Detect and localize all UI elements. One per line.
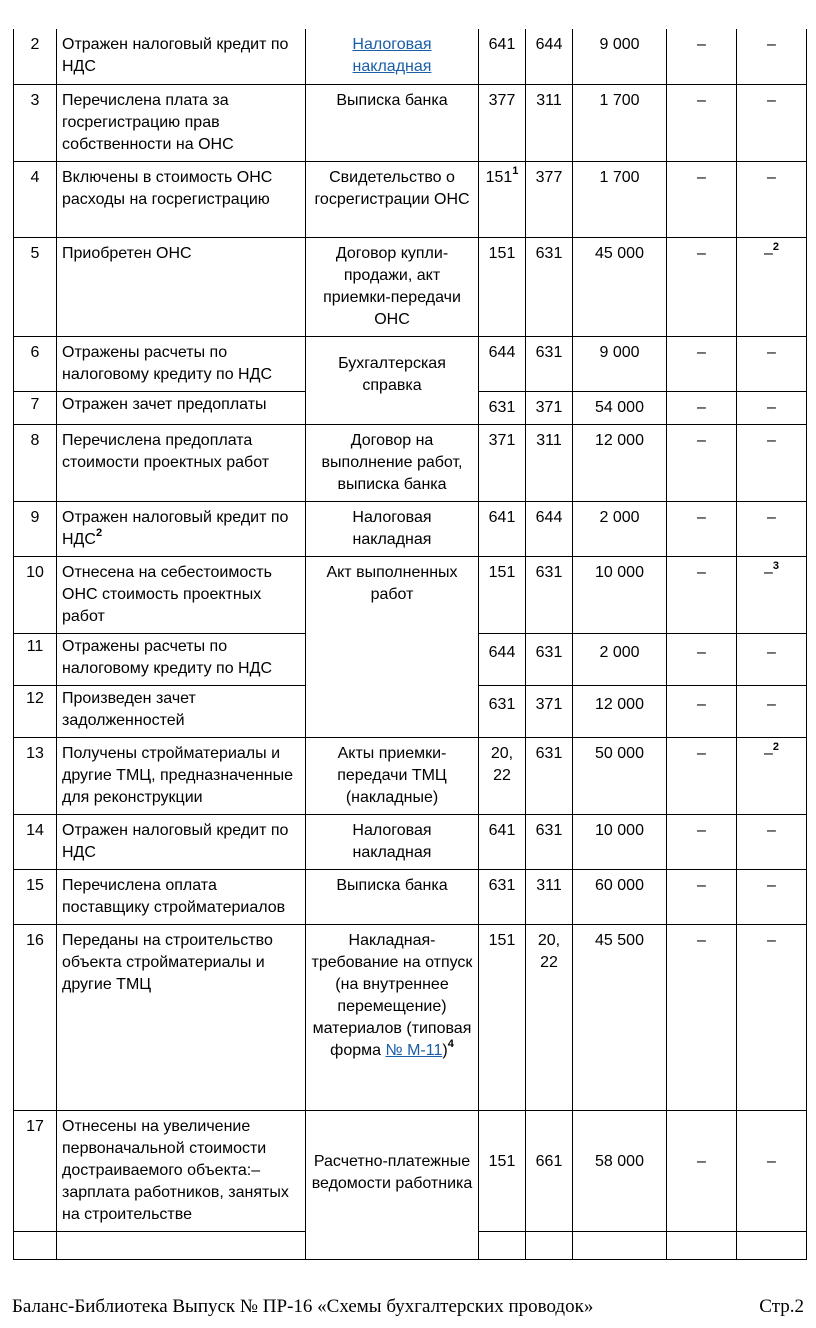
- credit-account: 661: [526, 1110, 573, 1231]
- col-8-value: –: [667, 424, 737, 501]
- footnote-marker: 1: [512, 165, 519, 178]
- document-cell: [306, 924, 479, 1110]
- document-name: Договор на выполнение работ, выписка банка: [306, 424, 479, 501]
- document-tail: ): [442, 1041, 448, 1059]
- table-row: [14, 1110, 807, 1231]
- amount: 45 000: [573, 237, 667, 336]
- dash-value: –: [763, 244, 773, 262]
- credit-account: 631: [526, 633, 573, 685]
- row-number: 4: [14, 161, 57, 237]
- col-9-value: –: [737, 814, 807, 869]
- empty-cell: [737, 1231, 807, 1259]
- col-9-value: –: [737, 633, 807, 685]
- amount: 10 000: [573, 556, 667, 633]
- col-8-value: –: [667, 501, 737, 556]
- credit-account: 644: [526, 501, 573, 556]
- footnote-marker: 4: [447, 1038, 454, 1051]
- col-8-value: –: [667, 161, 737, 237]
- col-9-value: –: [737, 29, 807, 84]
- credit-account: 631: [526, 336, 573, 391]
- row-number: 15: [14, 869, 57, 924]
- debit-account: 631: [479, 685, 526, 737]
- debit-account: 20, 22: [479, 737, 526, 814]
- table-row: [14, 84, 807, 161]
- debit-account: 151: [479, 924, 526, 1110]
- col-9-value: [737, 556, 807, 633]
- col-9-value: –: [737, 161, 807, 237]
- operation-description: Перечислена оплата поставщику стройматериалов: [57, 869, 306, 924]
- debit-account: 371: [479, 424, 526, 501]
- document-name: Расчетно-платежные ведомости работника: [306, 1110, 479, 1259]
- document-name: Накладная-требование на отпуск (на внутреннее перемещение) материалов (типовая форма: [311, 931, 473, 1059]
- col-9-value: –: [737, 1110, 807, 1231]
- empty-cell: [526, 1231, 573, 1259]
- amount: 1 700: [573, 161, 667, 237]
- description-text: Отражен налоговый кредит по НДС: [62, 508, 289, 548]
- debit-account: 644: [479, 633, 526, 685]
- dash-value: –: [763, 563, 773, 581]
- operation-description: Отнесена на себестоимость ОНС стоимость проектных работ: [57, 556, 306, 633]
- empty-cell: [57, 1231, 306, 1259]
- col-8-value: –: [667, 556, 737, 633]
- credit-account: 311: [526, 84, 573, 161]
- amount: 1 700: [573, 84, 667, 161]
- amount: 50 000: [573, 737, 667, 814]
- amount: 9 000: [573, 336, 667, 391]
- credit-account: 631: [526, 737, 573, 814]
- table-row: [14, 814, 807, 869]
- col-9-value: –: [737, 869, 807, 924]
- col-8-value: –: [667, 869, 737, 924]
- document-name: Налоговая накладная: [306, 501, 479, 556]
- col-9-value: –: [737, 391, 807, 424]
- row-number: 7: [14, 391, 57, 424]
- footnote-marker: 2: [95, 527, 103, 540]
- col-9-value: –: [737, 336, 807, 391]
- operation-description: Включены в стоимость ОНС расходы на госрегистрацию: [57, 161, 306, 237]
- amount: 58 000: [573, 1110, 667, 1231]
- operation-description: Получены стройматериалы и другие ТМЦ, предназначенные для реконструкции: [57, 737, 306, 814]
- footnote-marker: 2: [772, 241, 780, 254]
- debit-account: 641: [479, 814, 526, 869]
- document-name: Договор купли-продажи, акт приемки-передачи ОНС: [306, 237, 479, 336]
- debit-account: 631: [479, 869, 526, 924]
- col-9-value: –: [737, 685, 807, 737]
- document-name: Акты приемки-передачи ТМЦ (накладные): [306, 737, 479, 814]
- credit-account: 20, 22: [526, 924, 573, 1110]
- document-name: Акт выполненных работ: [306, 556, 479, 737]
- row-number: 9: [14, 501, 57, 556]
- credit-account: 631: [526, 814, 573, 869]
- row-number: 6: [14, 336, 57, 391]
- debit-account: [479, 161, 526, 237]
- row-number: 8: [14, 424, 57, 501]
- debit-account: 631: [479, 391, 526, 424]
- table-row: [14, 424, 807, 501]
- journal-table: [13, 29, 807, 1260]
- amount: 2 000: [573, 501, 667, 556]
- empty-cell: [479, 1231, 526, 1259]
- document-name: Выписка банка: [306, 869, 479, 924]
- col-8-value: –: [667, 1110, 737, 1231]
- operation-description: Отражены расчеты по налоговому кредиту по НДС: [57, 336, 306, 391]
- document-cell: [306, 29, 479, 84]
- row-number: 16: [14, 924, 57, 1110]
- debit-account: 377: [479, 84, 526, 161]
- footer-publication: Баланс-Библиотека Выпуск № ПР-16 «Схемы бухгалтерских проводок»: [12, 1296, 594, 1317]
- col-9-value: –: [737, 501, 807, 556]
- table-row: [14, 237, 807, 336]
- operation-description: Переданы на строительство объекта стройматериалы и другие ТМЦ: [57, 924, 306, 1110]
- document-link[interactable]: Налоговая накладная: [352, 36, 432, 75]
- credit-account: 631: [526, 237, 573, 336]
- footer-page-number: Стр.2: [759, 1296, 804, 1317]
- table-row: [14, 556, 807, 633]
- table-row: [14, 29, 807, 84]
- row-number: 3: [14, 84, 57, 161]
- amount: 54 000: [573, 391, 667, 424]
- credit-account: 644: [526, 29, 573, 84]
- debit-account: 151: [479, 1110, 526, 1231]
- col-9-value: [737, 737, 807, 814]
- table-row: [14, 501, 807, 556]
- row-number: 2: [14, 29, 57, 84]
- operation-description: Приобретен ОНС: [57, 237, 306, 336]
- document-name: Свидетельство о госрегистрации ОНС: [306, 161, 479, 237]
- col-8-value: –: [667, 814, 737, 869]
- col-8-value: –: [667, 237, 737, 336]
- col-8-value: –: [667, 84, 737, 161]
- debit-account: 151: [479, 556, 526, 633]
- col-9-value: [737, 237, 807, 336]
- operation-description: Перечислена плата за госрегистрацию прав собственности на ОНС: [57, 84, 306, 161]
- credit-account: 311: [526, 424, 573, 501]
- document-name: Налоговая накладная: [306, 814, 479, 869]
- form-link[interactable]: № М-11: [385, 1041, 443, 1059]
- operation-description: Отнесены на увеличение первоначальной стоимости достраиваемого объекта:– зарплата работников, занятых на строительстве: [57, 1110, 306, 1231]
- row-number: 10: [14, 556, 57, 633]
- amount: 12 000: [573, 685, 667, 737]
- row-number: 17: [14, 1110, 57, 1231]
- dash-value: –: [763, 744, 773, 762]
- operation-description: Перечислена предоплата стоимости проектных работ: [57, 424, 306, 501]
- row-number: 11: [14, 633, 57, 685]
- operation-description: Отражен налоговый кредит по НДС: [57, 814, 306, 869]
- col-8-value: –: [667, 737, 737, 814]
- credit-account: 631: [526, 556, 573, 633]
- amount: 12 000: [573, 424, 667, 501]
- col-9-value: –: [737, 924, 807, 1110]
- operation-description: Отражены расчеты по налоговому кредиту по НДС: [57, 633, 306, 685]
- credit-account: 311: [526, 869, 573, 924]
- footnote-marker: 3: [772, 560, 780, 573]
- row-number: 12: [14, 685, 57, 737]
- amount: 10 000: [573, 814, 667, 869]
- table-row: [14, 336, 807, 391]
- operation-description: Отражен зачет предоплаты: [57, 391, 306, 424]
- debit-account: 641: [479, 29, 526, 84]
- operation-description: Отражен налоговый кредит по НДС: [57, 29, 306, 84]
- col-8-value: –: [667, 29, 737, 84]
- empty-cell: [14, 1231, 57, 1259]
- col-9-value: –: [737, 424, 807, 501]
- debit-account: 641: [479, 501, 526, 556]
- row-number: 13: [14, 737, 57, 814]
- col-8-value: –: [667, 924, 737, 1110]
- credit-account: 371: [526, 391, 573, 424]
- operation-description: Произведен зачет задолженностей: [57, 685, 306, 737]
- footnote-marker: 2: [772, 741, 780, 754]
- debit-account: 151: [479, 237, 526, 336]
- amount: 60 000: [573, 869, 667, 924]
- table-row: [14, 737, 807, 814]
- table-row: [14, 161, 807, 237]
- row-number: 14: [14, 814, 57, 869]
- operation-description: [57, 501, 306, 556]
- amount: 2 000: [573, 633, 667, 685]
- col-8-value: –: [667, 391, 737, 424]
- empty-cell: [573, 1231, 667, 1259]
- document-name: Выписка банка: [306, 84, 479, 161]
- credit-account: 377: [526, 161, 573, 237]
- col-8-value: –: [667, 685, 737, 737]
- col-8-value: –: [667, 633, 737, 685]
- debit-value: 151: [485, 168, 513, 186]
- credit-account: 371: [526, 685, 573, 737]
- amount: 45 500: [573, 924, 667, 1110]
- amount: 9 000: [573, 29, 667, 84]
- table-row: [14, 924, 807, 1110]
- table-row: [14, 869, 807, 924]
- col-9-value: –: [737, 84, 807, 161]
- col-8-value: –: [667, 336, 737, 391]
- debit-account: 644: [479, 336, 526, 391]
- empty-cell: [667, 1231, 737, 1259]
- row-number: 5: [14, 237, 57, 336]
- document-name: Бухгалтерская справка: [306, 336, 479, 424]
